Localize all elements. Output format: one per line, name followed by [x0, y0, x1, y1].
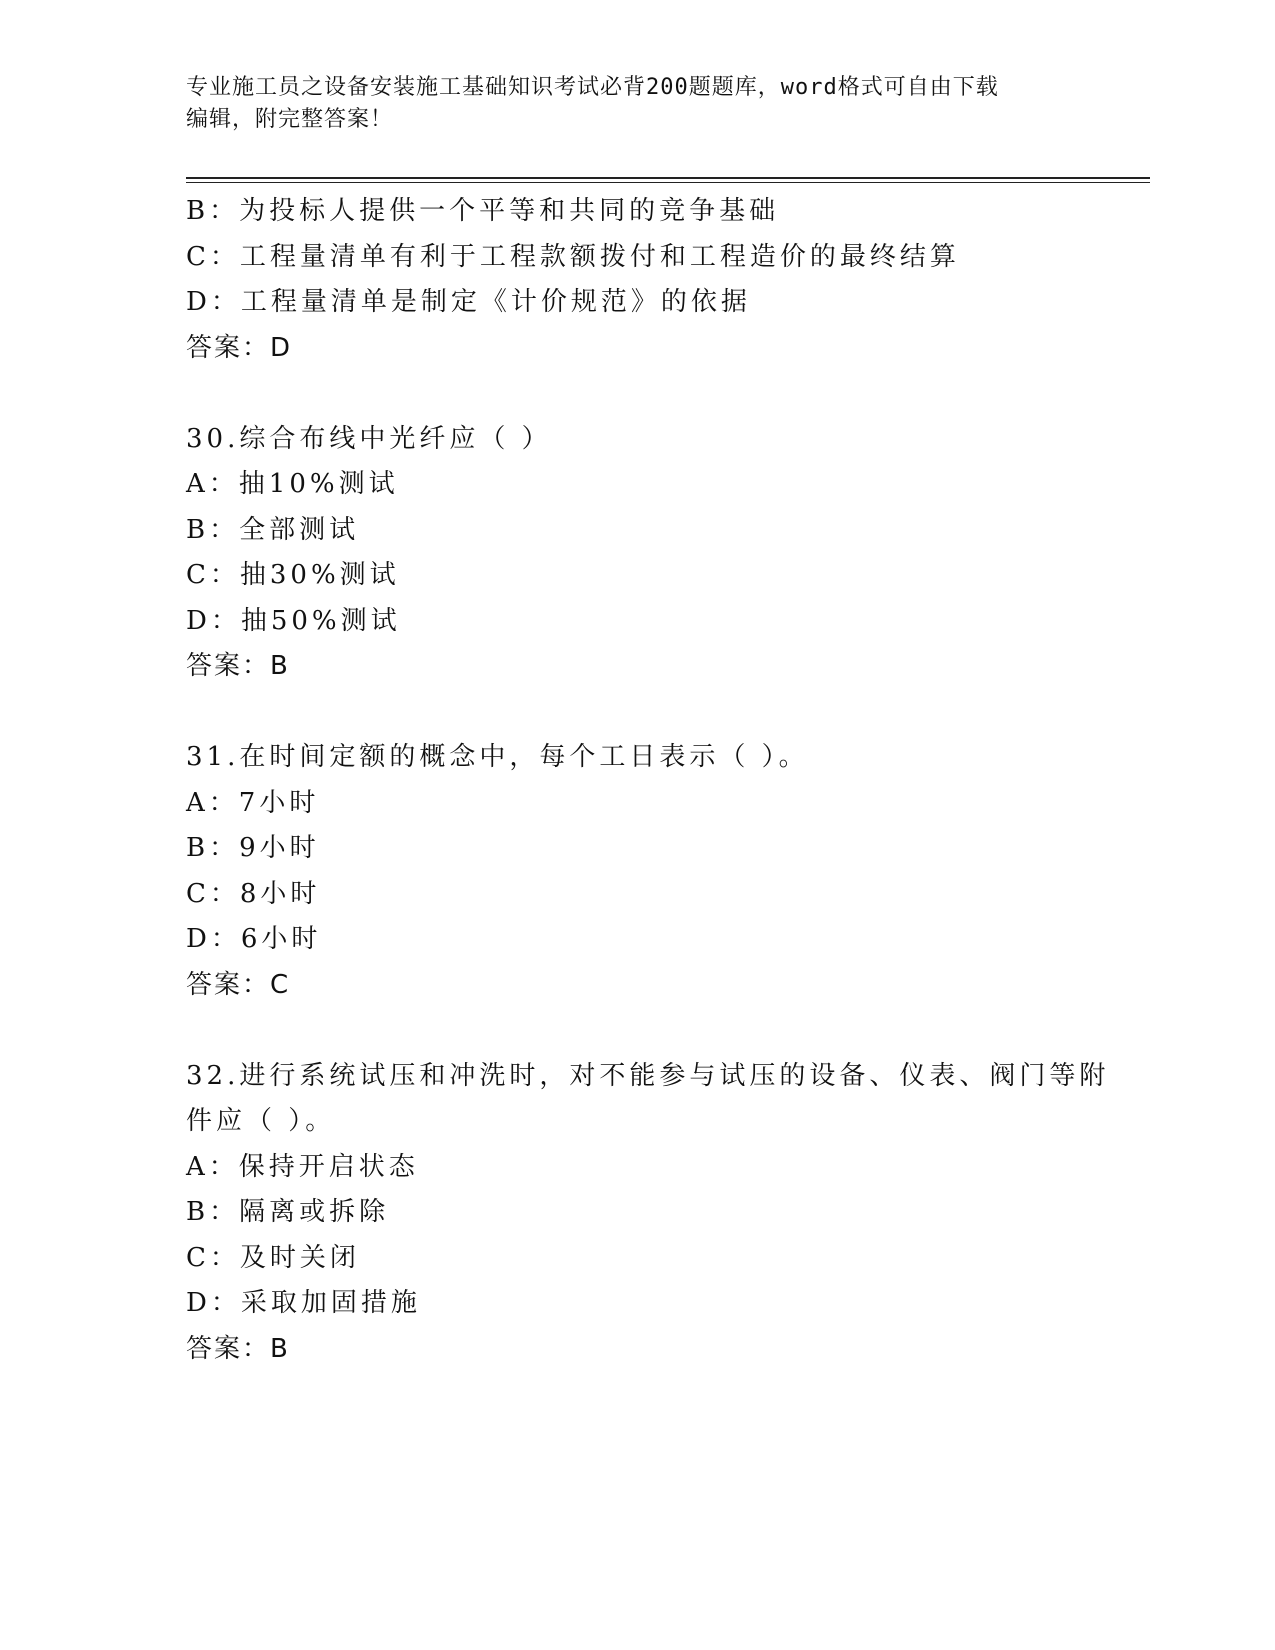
option-d: D：6小时 — [186, 924, 322, 954]
document-header — [186, 72, 1106, 136]
option-c: C：及时关闭 — [186, 1242, 360, 1273]
option-d: D：抽50%测试 — [186, 605, 401, 636]
option-d: D：采取加固措施 — [186, 1288, 421, 1318]
answer-line: 答案：B — [186, 651, 290, 681]
answer-line: 答案：D — [186, 332, 293, 363]
question-32 — [186, 1054, 1110, 1373]
option-b: B：9小时 — [186, 833, 320, 863]
question-stem-line-1: 32.进行系统试压和冲洗时，对不能参与试压的设备、仪表、阀门等附 — [186, 1060, 1110, 1091]
header-divider-thin — [186, 182, 1150, 183]
option-b: B：隔离或拆除 — [186, 1197, 390, 1227]
question-31 — [186, 735, 1106, 1008]
spacer — [186, 1008, 1106, 1054]
option-c: C：抽30%测试 — [186, 560, 400, 590]
option-a: A：抽10%测试 — [186, 469, 399, 499]
spacer — [186, 371, 1106, 417]
option-b: B：全部测试 — [186, 514, 360, 545]
option-d: D：工程量清单是制定《计价规范》的依据 — [186, 287, 751, 317]
option-a: A：保持开启状态 — [186, 1151, 419, 1182]
question-30 — [186, 417, 1106, 690]
header-line-2: 编辑，附完整答案！ — [186, 107, 394, 132]
question-stem-line-2: 件应（ ）。 — [186, 1106, 336, 1136]
question-stem: 30.综合布线中光纤应（ ） — [186, 423, 552, 454]
option-b: B：为投标人提供一个平等和共同的竞争基础 — [186, 196, 780, 226]
spacer — [186, 690, 1106, 736]
answer-line: 答案：C — [186, 969, 291, 1000]
question-29-continued — [186, 189, 1106, 371]
question-list — [186, 189, 1110, 1372]
answer-line: 答案：B — [186, 1333, 290, 1364]
option-c: C：工程量清单有利于工程款额拨付和工程造价的最终结算 — [186, 241, 960, 272]
header-divider-thick — [186, 177, 1150, 179]
header-line-1: 专业施工员之设备安装施工基础知识考试必背200题题库，word格式可自由下载 — [186, 75, 999, 100]
option-a: A：7小时 — [186, 787, 320, 818]
question-stem: 31.在时间定额的概念中，每个工日表示（ ）。 — [186, 742, 809, 772]
option-c: C：8小时 — [186, 878, 321, 909]
